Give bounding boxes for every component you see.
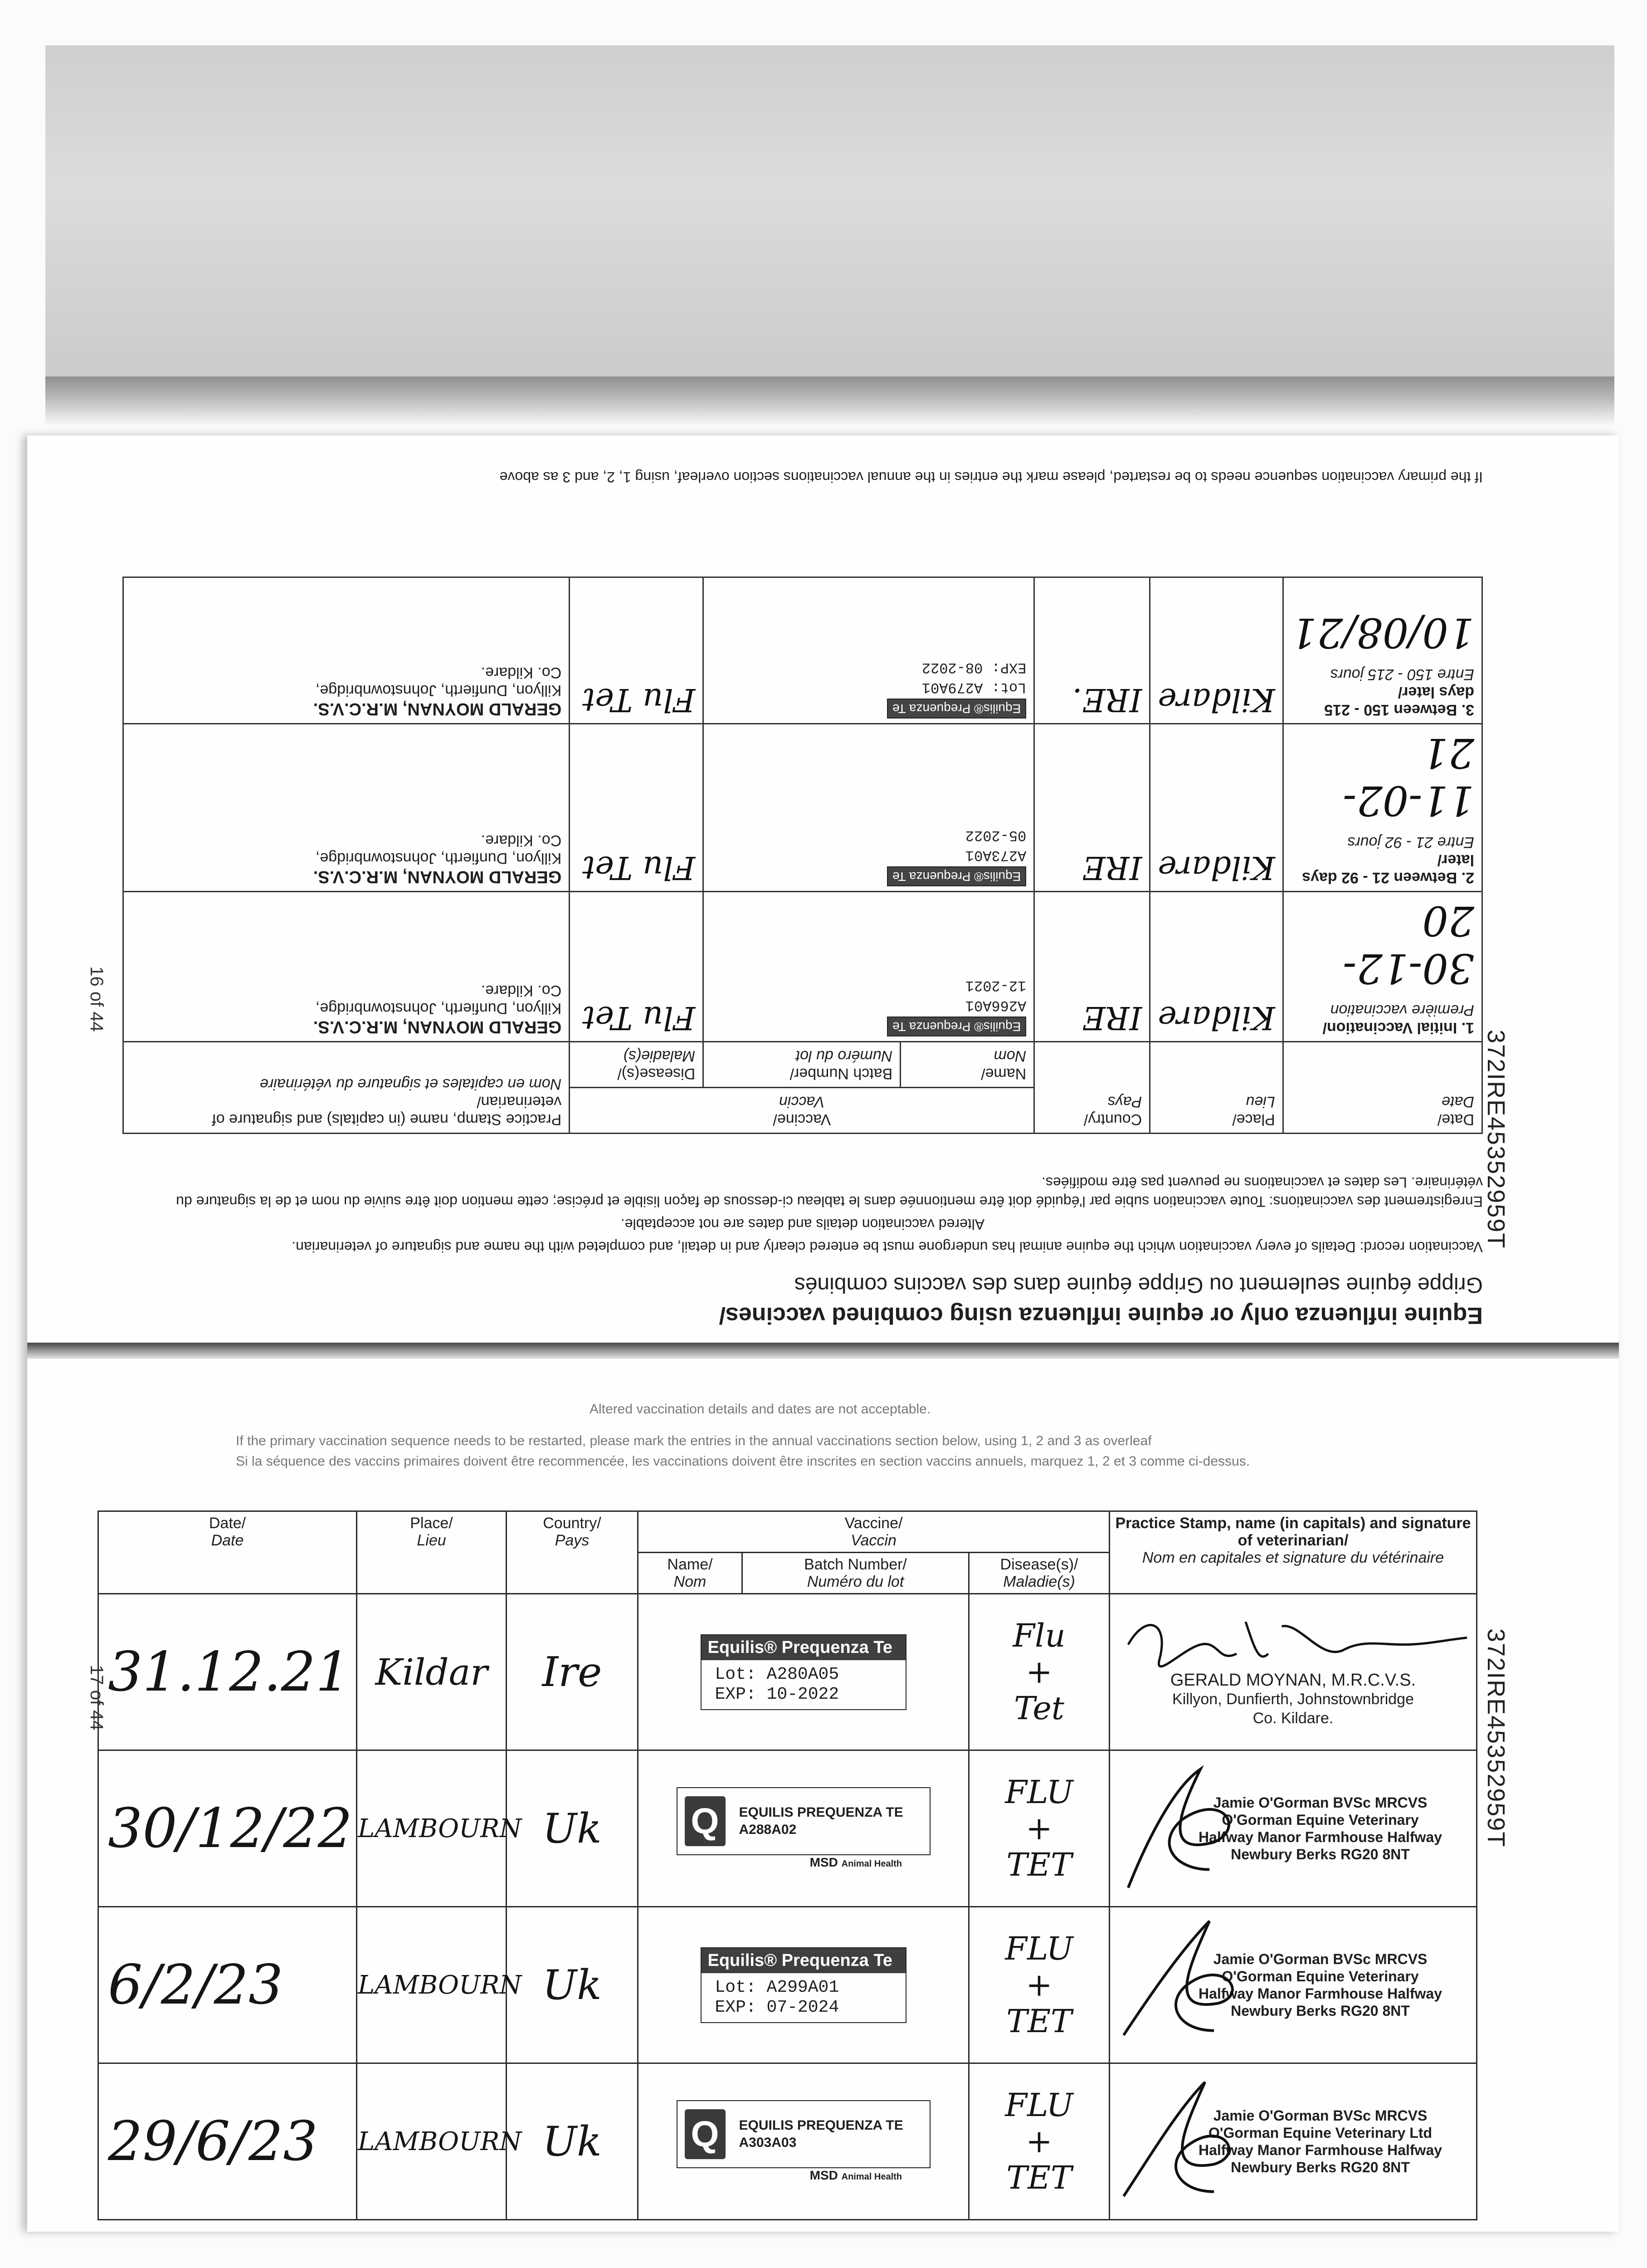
upper-stamp-cell: GERALD MOYNAN, M.R.C.V.S. Killyon, Dunfierth, Johnstownbridge, Co. Kildare. [123, 577, 570, 724]
lower-header-date: Date/ Date [98, 1511, 357, 1594]
vaccine-sticker: Q EQUILIS PREQUENZA TE A303A03 [677, 2100, 931, 2168]
date-cell: 31.12.21 [98, 1594, 357, 1750]
lower-header-name: Name/ Nom [638, 1553, 742, 1594]
table-row [98, 2063, 1477, 2220]
faded-note-3: Si la séquence des vaccins primaires doivent être recommencée, les vaccinations doivent être inscrites en section vaccins annuels, marquez 1, 2 et 3 comme ci-dessus. [236, 1454, 1250, 1469]
upper-date-cell: 1. Initial Vaccination/ Première vaccination 30-12-20 [1283, 892, 1482, 1042]
vaccine-sticker-cell [638, 1907, 969, 2063]
country-cell: Uk [507, 1907, 638, 2063]
disease-cell: Flu + Tet [969, 1594, 1110, 1750]
upper-country-cell: IRE [1034, 724, 1150, 892]
vet-signature [1110, 1751, 1476, 1906]
vaccine-sticker-cell [638, 1750, 969, 1907]
upper-header-disease: Disease(s)/ Maladie(s) [570, 1042, 703, 1088]
vaccine-sticker: Q EQUILIS PREQUENZA TE A288A02 [677, 1787, 931, 1855]
page-number-16: 16 of 44 [86, 966, 107, 1032]
passport-id-lower: 372IRE45352959T [1482, 1628, 1510, 1848]
vaccine-sticker: Equilis® Prequenza Te [887, 1017, 1026, 1036]
lower-header-stamp: Practice Stamp, name (in capitals) and signature of veterinarian/ Nom en capitales et signature du vétérinaire [1110, 1511, 1477, 1594]
upper-sticker-cell: Equilis® Prequenza Te Lot: A279A01 EXP: 08-2022 [703, 577, 1034, 724]
disease-cell: FLU + TET [969, 2063, 1110, 2220]
upper-header-vaccine: Vaccine/ Vaccin [570, 1088, 1034, 1134]
upper-stamp-cell: GERALD MOYNAN, M.R.C.V.S. Killyon, Dunfierth, Johnstownbridge, Co. Kildare. [123, 892, 570, 1042]
upper-record-note-en: Vaccination record: Details of every vaccination which the equine animal has undergone must be entered clearly and in detail, and completed with the name and signature of veterinarian. [292, 1239, 1483, 1255]
lower-header-place: Place/ Lieu [357, 1511, 507, 1594]
upper-date-cell: 3. Between 150 - 215 days later/ Entre 150 - 215 jours 10/08/21 [1283, 577, 1482, 724]
country-cell: Ire [507, 1594, 638, 1750]
practice-stamp-cell: Jamie O'Gorman BVSc MRCVS O'Gorman Equine Veterinary Halfway Manor Farmhouse Halfway Newbury Berks RG20 8NT [1110, 1750, 1477, 1907]
upper-header-name: Name/ Nom [901, 1042, 1034, 1088]
upper-place-cell: Kildare [1150, 577, 1283, 724]
upper-row-second [123, 724, 1482, 892]
lower-header-batch: Batch Number/ Numéro du lot [742, 1553, 969, 1594]
upper-disease-cell: Flu Tet [570, 892, 703, 1042]
upper-place-cell: Kildare [1150, 892, 1283, 1042]
faded-note-2: If the primary vaccination sequence needs to be restarted, please mark the entries in the annual vaccinations section below, using 1, 2 and 3 as overleaf [236, 1433, 1152, 1448]
upper-header-stamp: Practice Stamp, name (in capitals) and signature of veterinarian/ Nom en capitales et signature du vétérinaire [123, 1042, 570, 1134]
place-cell: LAMBOURN [357, 1907, 507, 2063]
upper-sticker-cell: Equilis® Prequenza Te A273A01 05-2022 [703, 724, 1034, 892]
passport-id-upper: 372IRE45352959T [1482, 1030, 1510, 1249]
upper-header-place: Place/ Lieu [1150, 1042, 1283, 1134]
disease-cell: FLU + TET [969, 1907, 1110, 2063]
place-cell: LAMBOURN [357, 1750, 507, 1907]
upper-record-note-fr: Enregistrement des vaccinations: Toute vaccination subie par l'équidé doit être mentionnée dans le tableau ci-dessous de façon lisible et précise; cette mention doit être suivie du nom et de la signature du vétérinaire. Les dates et vaccinations ne peuvent pas être modifiées. [176, 1174, 1483, 1210]
lower-header-country: Country/ Pays [507, 1511, 638, 1594]
upper-stamp-cell: GERALD MOYNAN, M.R.C.V.S. Killyon, Dunfierth, Johnstownbridge, Co. Kildare. [123, 724, 570, 892]
upper-disease-cell: Flu Tet [570, 577, 703, 724]
msd-logo: MSD Animal Health [809, 2168, 902, 2182]
vaccine-sticker: Equilis® Prequenza Te Lot: A299A01 EXP: 07-2024 [701, 1947, 906, 2023]
upper-vaccination-table [122, 577, 1483, 1134]
vet-signature [1110, 2064, 1476, 2219]
q-logo-icon: Q [685, 2109, 726, 2159]
place-cell: LAMBOURN [357, 2063, 507, 2220]
country-cell: Uk [507, 1750, 638, 1907]
upper-country-cell: IRE. [1034, 577, 1150, 724]
lower-header-row [98, 1511, 1477, 1553]
q-logo-icon: Q [685, 1796, 726, 1846]
msd-logo: MSD Animal Health [809, 1855, 902, 1869]
upper-disease-cell: Flu Tet [570, 724, 703, 892]
disease-cell: FLU + TET [969, 1750, 1110, 1907]
vaccine-sticker: Equilis® Prequenza Te Lot: A280A05 EXP: 10-2022 [701, 1634, 906, 1710]
upper-restart-note: If the primary vaccination sequence needs to be restarted, please mark the entries in the annual vaccinations section overleaf, using 1, 2, and 3 as above [499, 469, 1483, 485]
country-cell: Uk [507, 2063, 638, 2220]
page-number-17: 17 of 44 [86, 1665, 107, 1730]
upper-header-row [123, 1088, 1482, 1134]
lower-vaccination-table [97, 1510, 1477, 2220]
vaccine-sticker-cell [638, 1594, 969, 1750]
page-fold [27, 1343, 1619, 1359]
upper-header-country: Country/ Pays [1034, 1042, 1150, 1134]
practice-stamp-cell: Jamie O'Gorman BVSc MRCVS O'Gorman Equine Veterinary Ltd Halfway Manor Farmhouse Halfway Newbury Berks RG20 8NT [1110, 2063, 1477, 2220]
upside-down-content [113, 454, 1483, 1329]
date-cell: 30/12/22 [98, 1750, 357, 1907]
vaccine-sticker-cell [638, 2063, 969, 2220]
upper-title: Equine influenza only or equine influenza using combined vaccines/ [719, 1302, 1483, 1329]
upper-row-initial [123, 892, 1482, 1042]
date-cell: 29/6/23 [98, 2063, 357, 2220]
upper-row-third [123, 577, 1482, 724]
table-row [98, 1594, 1477, 1750]
faded-note-1: Altered vaccination details and dates are not acceptable. [590, 1402, 931, 1417]
lower-header-disease: Disease(s)/ Maladie(s) [969, 1553, 1110, 1594]
place-cell: Kildar [357, 1594, 507, 1750]
practice-stamp-cell: Jamie O'Gorman BVSc MRCVS O'Gorman Equine Veterinary Halfway Manor Farmhouse Halfway Newbury Berks RG20 8NT [1110, 1907, 1477, 2063]
upper-altered-note: Altered vaccination details and dates are not acceptable. [620, 1216, 985, 1232]
upper-subtitle: Grippe équine seulement ou Grippe équine dans des vaccins combinés [794, 1273, 1483, 1297]
date-cell: 6/2/23 [98, 1907, 357, 2063]
upper-header-batch: Batch Number/ Numéro du lot [703, 1042, 901, 1088]
vaccine-sticker: Equilis® Prequenza Te [887, 866, 1026, 886]
table-row [98, 1750, 1477, 1907]
upper-country-cell: IRE [1034, 892, 1150, 1042]
vet-signature [1110, 1594, 1476, 1750]
upper-header-date: Date/ Date [1283, 1042, 1482, 1134]
table-row [98, 1907, 1477, 2063]
upper-place-cell: Kildare [1150, 724, 1283, 892]
upper-date-cell: 2. Between 21 - 92 days later/ Entre 21 - 92 jours 11-02-21 [1283, 724, 1482, 892]
lower-header-vaccine: Vaccine/ Vaccin [638, 1511, 1110, 1553]
vaccine-sticker: Equilis® Prequenza Te [887, 699, 1026, 719]
practice-stamp-cell: GERALD MOYNAN, M.R.C.V.S. Killyon, Dunfierth, Johnstownbridge Co. Kildare. [1110, 1594, 1477, 1750]
vet-signature [1110, 1907, 1476, 2063]
upper-sticker-cell: Equilis® Prequenza Te A266A01 12-2021 [703, 892, 1034, 1042]
